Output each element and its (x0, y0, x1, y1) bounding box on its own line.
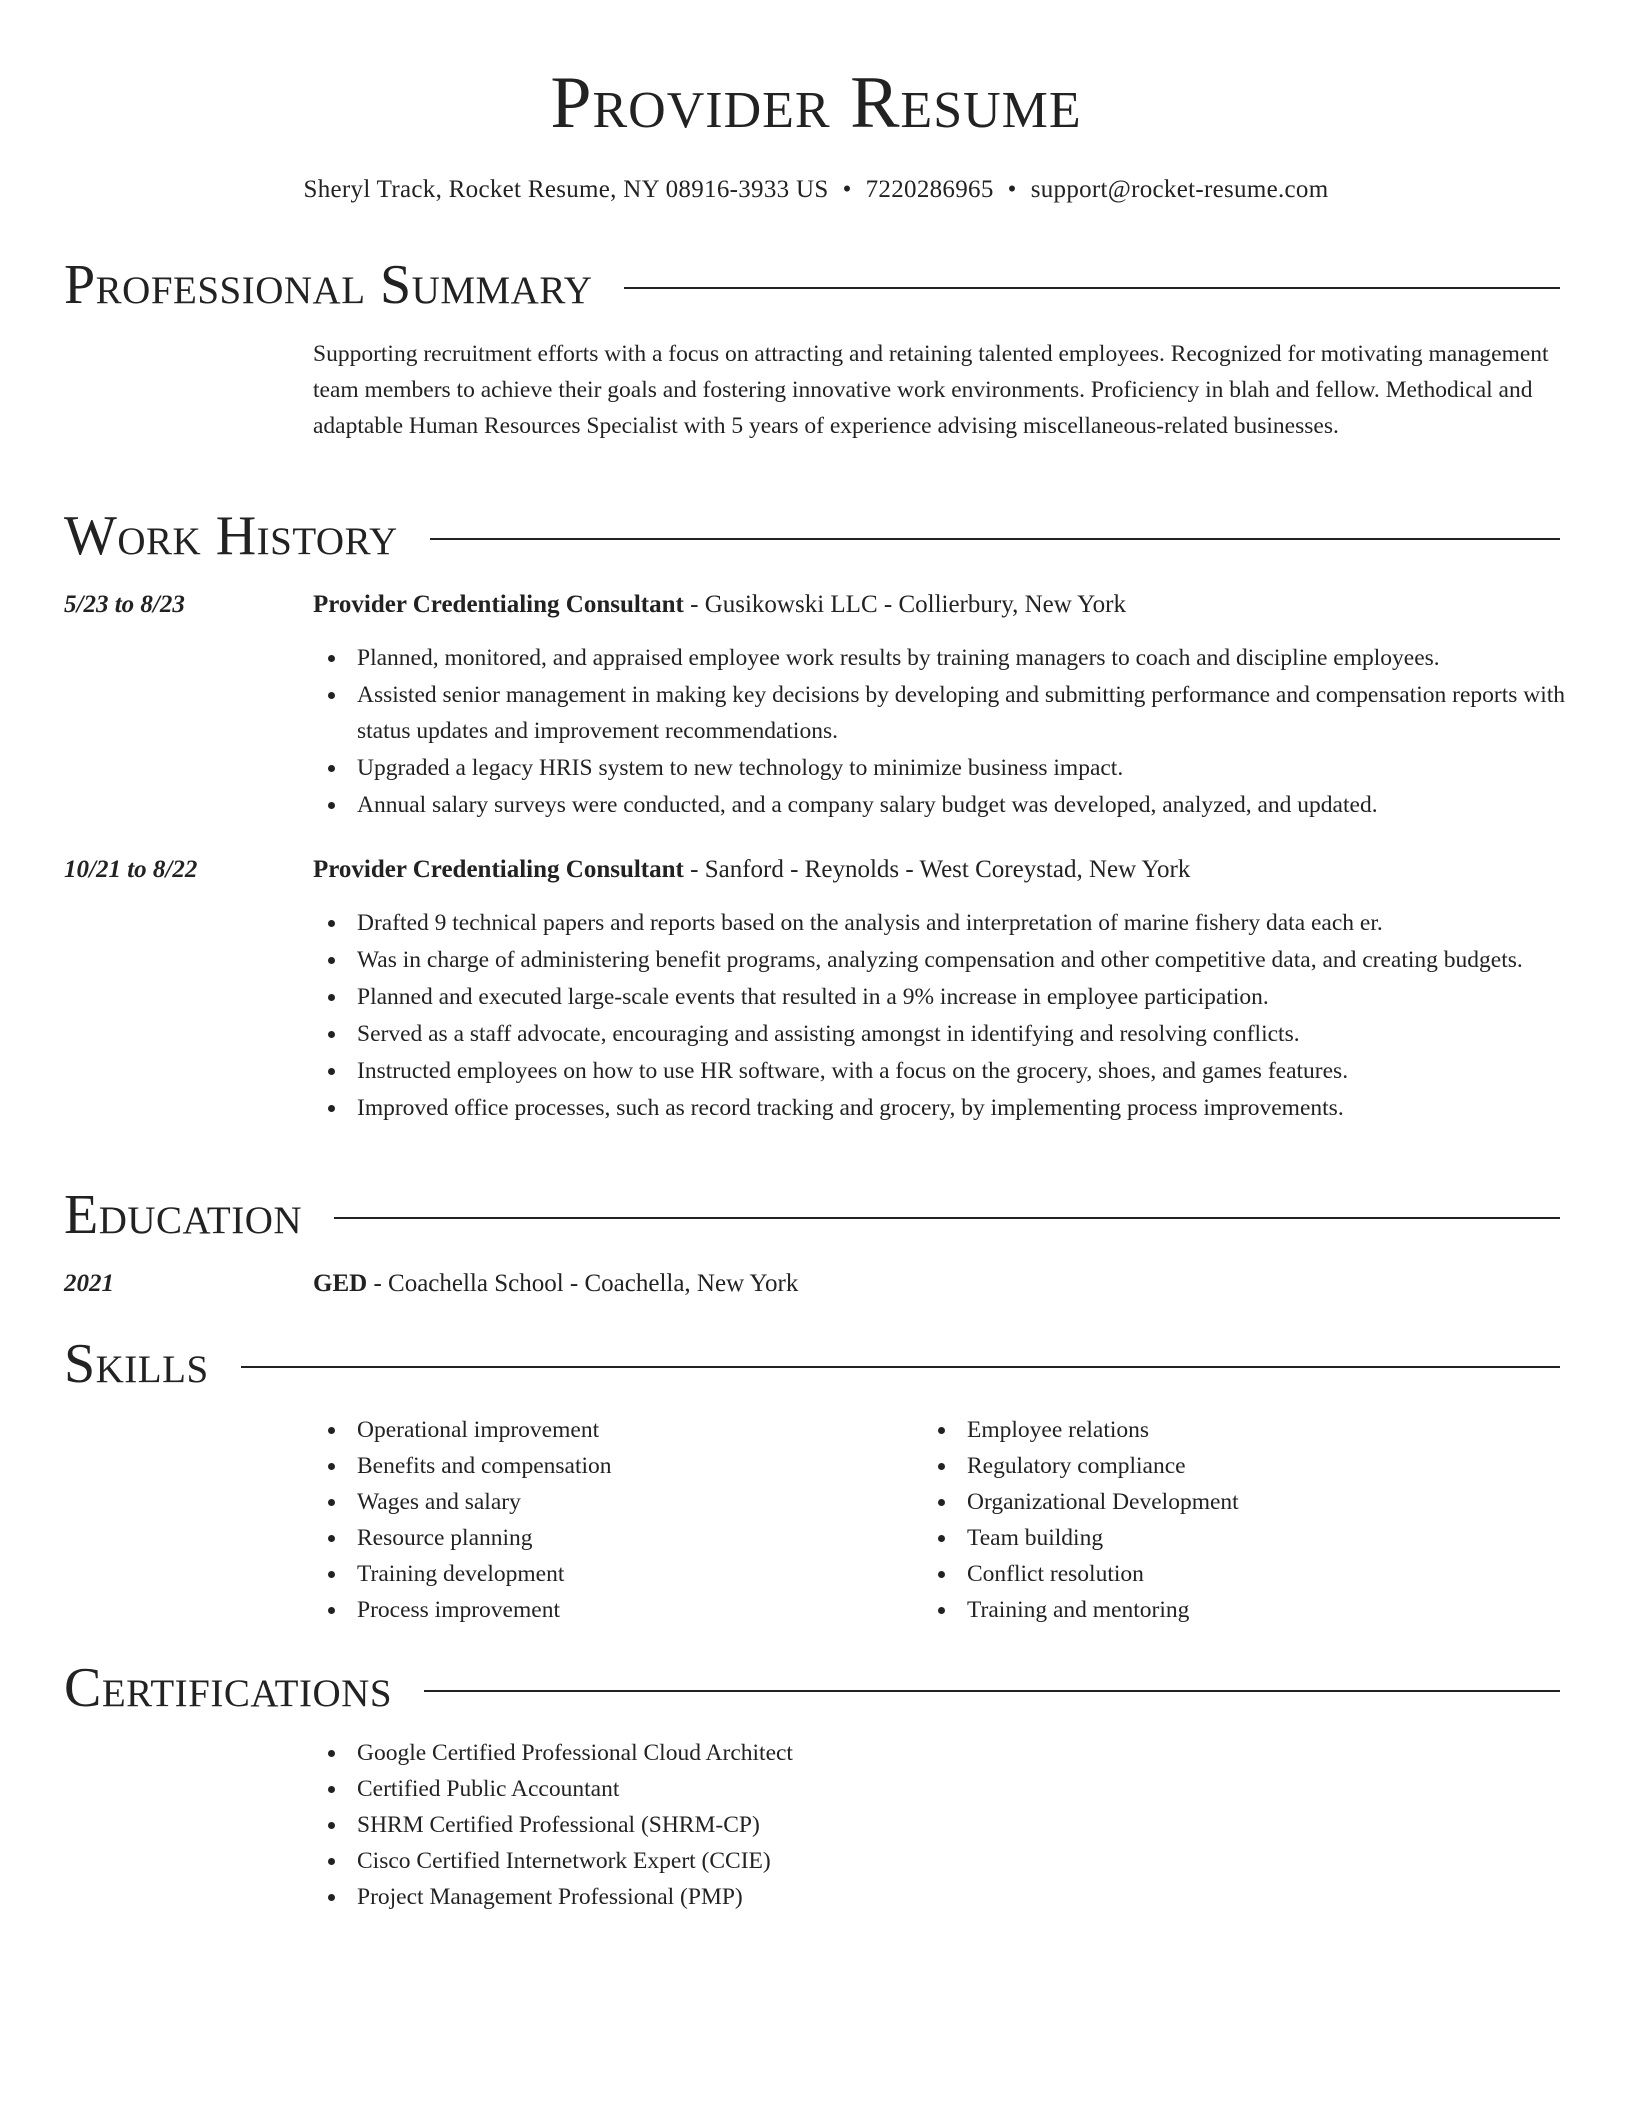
job-heading (313, 852, 1563, 888)
job-dates: 5/23 to 8/23 (64, 591, 185, 618)
skill-item: Training and mentoring (967, 1592, 1587, 1628)
section-header-certifications (64, 1655, 1560, 1721)
skill-item: Wages and salary (357, 1484, 957, 1520)
skills-list-left (313, 1412, 957, 1628)
section-title: Skills (64, 1333, 209, 1395)
section-header-work-history (64, 503, 1560, 569)
job-title: Provider Credentialing Consultant (313, 591, 684, 618)
skill-item: Resource planning (357, 1520, 957, 1556)
section-divider (424, 1690, 1560, 1692)
list-item: Served as a staff advocate, encouraging and assisting amongst in identifying and resolving conflicts. (357, 1016, 1607, 1052)
job-dates: 10/21 to 8/22 (64, 856, 198, 883)
job-title: Provider Credentialing Consultant (313, 856, 684, 883)
contact-email: support@rocket-resume.com (1030, 176, 1329, 203)
section-divider (241, 1366, 1560, 1368)
contact-separator: • (1007, 176, 1017, 203)
skill-item: Operational improvement (357, 1412, 957, 1448)
skill-item: Regulatory compliance (967, 1448, 1587, 1484)
certification-item: Certified Public Accountant (357, 1771, 1607, 1807)
skill-item: Process improvement (357, 1592, 957, 1628)
list-item: Planned and executed large-scale events that resulted in a 9% increase in employee participation. (357, 979, 1607, 1015)
list-item: Annual salary surveys were conducted, and a company salary budget was developed, analyzed, and updated. (357, 787, 1607, 823)
skill-item: Conflict resolution (967, 1556, 1587, 1592)
section-divider (430, 538, 1560, 540)
list-item: Was in charge of administering benefit programs, analyzing compensation and other competitive data, and creating budgets. (357, 942, 1607, 978)
skill-item: Benefits and compensation (357, 1448, 957, 1484)
certification-item: Cisco Certified Internetwork Expert (CCIE) (357, 1843, 1607, 1879)
certification-item: Project Management Professional (PMP) (357, 1879, 1607, 1915)
list-item: Improved office processes, such as record tracking and grocery, by implementing process improvements. (357, 1090, 1607, 1126)
resume-title: Provider Resume (550, 62, 1082, 144)
certification-item: SHRM Certified Professional (SHRM-CP) (357, 1807, 1607, 1843)
list-item: Planned, monitored, and appraised employee work results by training managers to coach and discipline employees. (357, 640, 1607, 676)
job-bullets (313, 640, 1607, 823)
education-year: 2021 (64, 1270, 114, 1297)
skill-item: Organizational Development (967, 1484, 1587, 1520)
list-item: Assisted senior management in making key decisions by developing and submitting performance and compensation reports with status updates and improvement recommendations. (357, 677, 1607, 749)
list-item: Instructed employees on how to use HR software, with a focus on the grocery, shoes, and games features. (357, 1053, 1607, 1089)
skill-item: Team building (967, 1520, 1587, 1556)
section-title: Work History (64, 505, 398, 567)
job-company: - Gusikowski LLC - Collierbury, New York (683, 591, 1126, 618)
section-divider (334, 1217, 1560, 1219)
section-title: Professional Summary (64, 254, 593, 316)
section-header-summary (64, 252, 1560, 318)
section-divider (624, 287, 1560, 289)
job-company: - Sanford - Reynolds - West Coreystad, New York (683, 856, 1191, 883)
contact-separator: • (842, 176, 852, 203)
skills-list-right (923, 1412, 1587, 1628)
certifications-list (313, 1735, 1607, 1915)
section-header-education (64, 1182, 1560, 1248)
section-title: Certifications (64, 1657, 393, 1719)
education-degree: GED (313, 1270, 368, 1297)
education-heading (313, 1266, 1563, 1302)
list-item: Drafted 9 technical papers and reports based on the analysis and interpretation of marine fishery data each er. (357, 905, 1607, 941)
skill-item: Employee relations (967, 1412, 1587, 1448)
skill-item: Training development (357, 1556, 957, 1592)
certification-item: Google Certified Professional Cloud Architect (357, 1735, 1607, 1771)
education-school: - Coachella School - Coachella, New York (367, 1270, 799, 1297)
job-bullets (313, 905, 1607, 1126)
section-title: Education (64, 1184, 303, 1246)
summary-text: Supporting recruitment efforts with a focus on attracting and retaining talented employees. Recognized for motivating management team members to achieve their goals and fostering innovative work environments. Proficiency in blah and fellow. Methodical and adaptable Human Resources Specialist with 5 years of experience advising miscellaneous-related businesses. (313, 341, 1549, 439)
contact-phone: 7220286965 (865, 176, 994, 203)
section-header-skills (64, 1331, 1560, 1397)
list-item: Upgraded a legacy HRIS system to new technology to minimize business impact. (357, 750, 1607, 786)
contact-address: Sheryl Track, Rocket Resume, NY 08916-3933 US (303, 176, 829, 203)
contact-line (0, 172, 1632, 208)
job-heading (313, 587, 1563, 623)
